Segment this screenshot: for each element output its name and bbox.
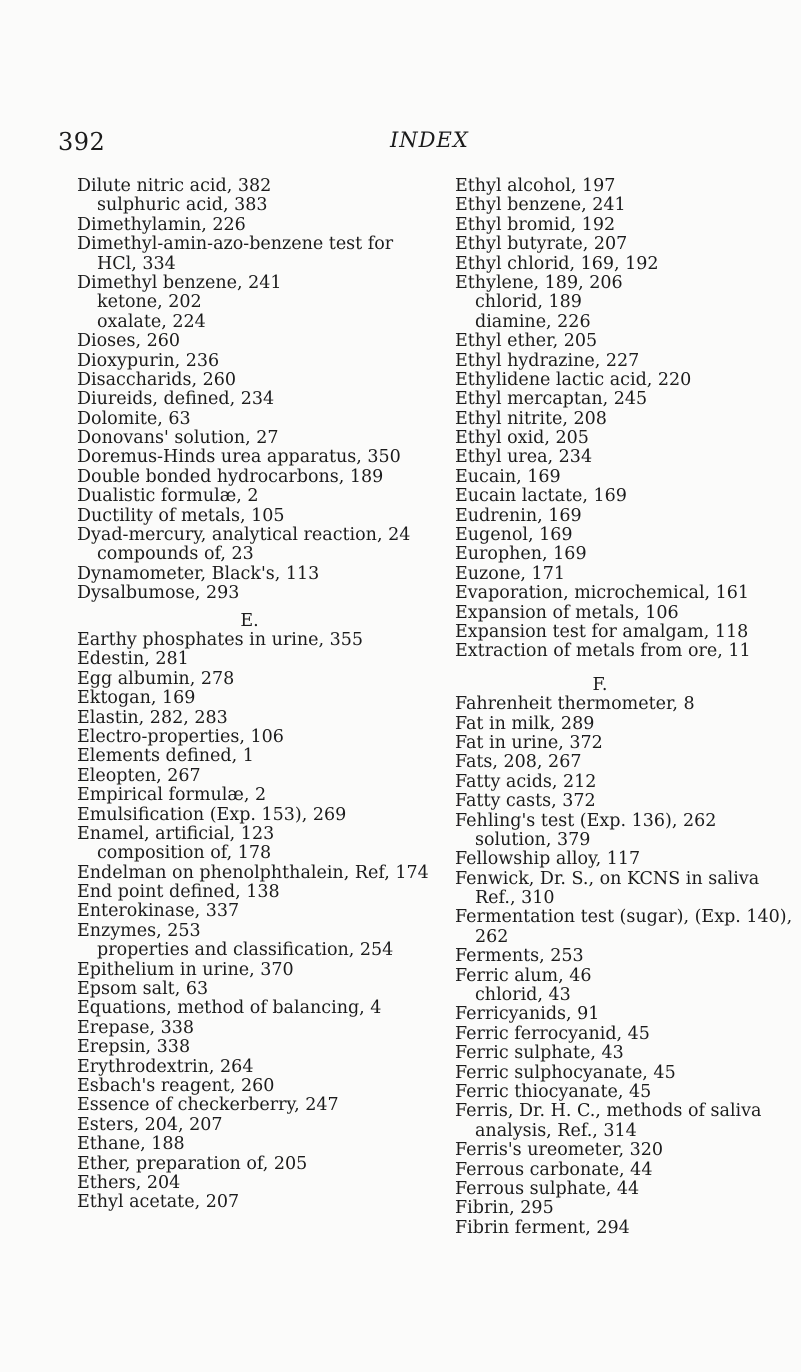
index-subentry: composition of, 178 [97,843,272,864]
index-entry: Ethyl acetate, 207 [77,1192,240,1213]
index-entry: Doremus-Hinds urea apparatus, 350 [77,447,401,468]
index-entry: Euzone, 171 [455,563,565,584]
index-entry: Ethyl nitrite, 208 [455,408,607,429]
index-entry: Fahrenheit thermometer, 8 [455,694,695,715]
index-entry: Dynamometer, Black's, 113 [77,563,320,584]
index-entry: Erepase, 338 [77,1017,194,1038]
index-entry: Evaporation, microchemical, 161 [455,583,750,604]
index-entry: Disaccharids, 260 [77,369,237,390]
index-subentry: oxalate, 224 [97,311,206,332]
index-subentry: compounds of, 23 [97,544,254,565]
index-entry: Dualistic formulæ, 2 [77,486,259,507]
index-entry: Earthy phosphates in urine, 355 [77,629,363,650]
index-subentry: sulphuric acid, 383 [97,195,268,216]
index-entry: Enterokinase, 337 [77,901,240,922]
index-entry: Enzymes, 253 [77,920,201,941]
index-entry: Double bonded hydrocarbons, 189 [77,466,384,487]
index-entry: Ferments, 253 [455,946,584,967]
index-entry: Expansion test for amalgam, 118 [455,621,749,642]
index-column-right [455,176,793,1238]
index-entry: Ethyl chlorid, 169, 192 [455,253,659,274]
index-entry: Esters, 204, 207 [77,1114,223,1135]
index-entry: Eugenol, 169 [455,525,573,546]
index-entry: Edestin, 281 [77,649,189,670]
index-entry: Ethyl hydrazine, 227 [455,350,640,371]
index-entry: Ethyl alcohol, 197 [455,176,616,196]
index-entry-continuation: Ref., 310 [475,888,555,909]
index-entry: Dimethylamin, 226 [77,214,246,235]
index-column-left [77,176,429,1213]
index-entry: Electro-properties, 106 [77,726,284,747]
index-entry: Epsom salt, 63 [77,979,209,1000]
index-entry: Dilute nitric acid, 382 [77,176,272,196]
index-entry: Ferric sulphate, 43 [455,1043,624,1064]
index-entry: Eucain lactate, 169 [455,486,627,507]
index-entry: Ethyl urea, 234 [455,447,593,468]
index-subentry: solution, 379 [475,829,591,850]
index-entry: Ethers, 204 [77,1172,181,1193]
running-head: INDEX [390,128,469,152]
index-entry: Ethane, 188 [77,1134,185,1155]
index-entry: Ductility of metals, 105 [77,505,285,526]
index-entry: Dolomite, 63 [77,408,191,429]
index-entry: Ferrous carbonate, 44 [455,1159,653,1180]
index-entry: Ferric ferrocyanid, 45 [455,1023,650,1044]
index-entry: Ferrous sulphate, 44 [455,1178,640,1199]
index-entry: Ethylene, 189, 206 [455,272,623,293]
index-entry: Ethyl benzene, 241 [455,195,626,216]
index-entry: Empirical formulæ, 2 [77,785,267,806]
index-entry: Fibrin ferment, 294 [455,1217,630,1238]
index-entry: Dysalbumose, 293 [77,583,240,604]
index-entry-continuation: HCl, 334 [97,253,176,274]
index-entry: Dimethyl-amin-azo-benzene test for [77,234,394,255]
index-subentry: diamine, 226 [475,311,591,332]
index-entry: Donovans' solution, 27 [77,428,279,449]
index-entry: Erythrodextrin, 264 [77,1056,254,1077]
index-entry: Erepsin, 338 [77,1037,191,1058]
index-entry: Fehling's test (Exp. 136), 262 [455,810,717,831]
index-entry: Ferricyanids, 91 [455,1004,600,1025]
index-subentry: properties and classification, 254 [97,940,394,961]
index-entry: Ethyl ether, 205 [455,331,598,352]
index-subentry: ketone, 202 [97,292,202,313]
index-subentry: chlorid, 43 [475,985,571,1006]
index-entry: Emulsification (Exp. 153), 269 [77,804,347,825]
index-entry: Epithelium in urine, 370 [77,959,294,980]
index-entry: Elastin, 282, 283 [77,707,228,728]
index-entry: Diureids, defined, 234 [77,389,275,410]
index-entry: Ferric thiocyanate, 45 [455,1081,652,1102]
index-entry: Expansion of metals, 106 [455,602,679,623]
index-entry-continuation: 262 [475,926,509,947]
index-entry: Fat in milk, 289 [455,713,595,734]
index-entry: Dyad-mercury, analytical reaction, 24 [77,525,411,546]
index-entry: Essence of checkerberry, 247 [77,1095,339,1116]
section-heading-e: E. [240,610,259,631]
index-entry: Extraction of metals from ore, 11 [455,641,751,662]
index-entry-continuation: analysis, Ref., 314 [475,1120,637,1141]
page-number: 392 [58,128,106,156]
index-entry: Esbach's reagent, 260 [77,1075,275,1096]
index-entry: Dimethyl benzene, 241 [77,272,282,293]
index-entry: Europhen, 169 [455,544,587,565]
index-entry: Ferric sulphocyanate, 45 [455,1062,676,1083]
index-entry: Ethyl butyrate, 207 [455,234,628,255]
section-heading-f: F. [592,674,608,695]
index-entry: Fermentation test (sugar), (Exp. 140), [455,907,793,928]
index-entry: Egg albumin, 278 [77,668,235,689]
index-entry: Eucain, 169 [455,466,561,487]
index-entry: Fibrin, 295 [455,1198,554,1219]
index-entry: Ferris's ureometer, 320 [455,1140,664,1161]
index-entry: Eleopten, 267 [77,765,201,786]
index-entry: Fatty casts, 372 [455,791,596,812]
index-entry: Dioxypurin, 236 [77,350,220,371]
index-entry: Ethyl bromid, 192 [455,214,616,235]
index-entry: Ether, preparation of, 205 [77,1153,308,1174]
index-entry: Equations, method of balancing, 4 [77,998,382,1019]
index-entry: Ferric alum, 46 [455,965,592,986]
index-subentry: chlorid, 189 [475,292,582,313]
index-entry: Dioses, 260 [77,331,181,352]
index-entry: Fats, 208, 267 [455,752,582,773]
index-entry: Ethyl oxid, 205 [455,428,589,449]
index-entry: Endelman on phenolphthalein, Ref, 174 [77,862,429,883]
index-entry: Ferris, Dr. H. C., methods of saliva [455,1101,762,1122]
index-entry: Fenwick, Dr. S., on KCNS in saliva [455,868,760,889]
index-entry: Ethylidene lactic acid, 220 [455,369,692,390]
index-entry: Fat in urine, 372 [455,732,603,753]
index-entry: Fellowship alloy, 117 [455,849,641,870]
index-entry: Fatty acids, 212 [455,771,597,792]
index-entry: Elements defined, 1 [77,746,254,767]
index-entry: Enamel, artificial, 123 [77,823,275,844]
index-entry: Eudrenin, 169 [455,505,582,526]
index-entry: Ektogan, 169 [77,688,196,709]
index-entry: End point defined, 138 [77,882,280,903]
index-entry: Ethyl mercaptan, 245 [455,389,648,410]
